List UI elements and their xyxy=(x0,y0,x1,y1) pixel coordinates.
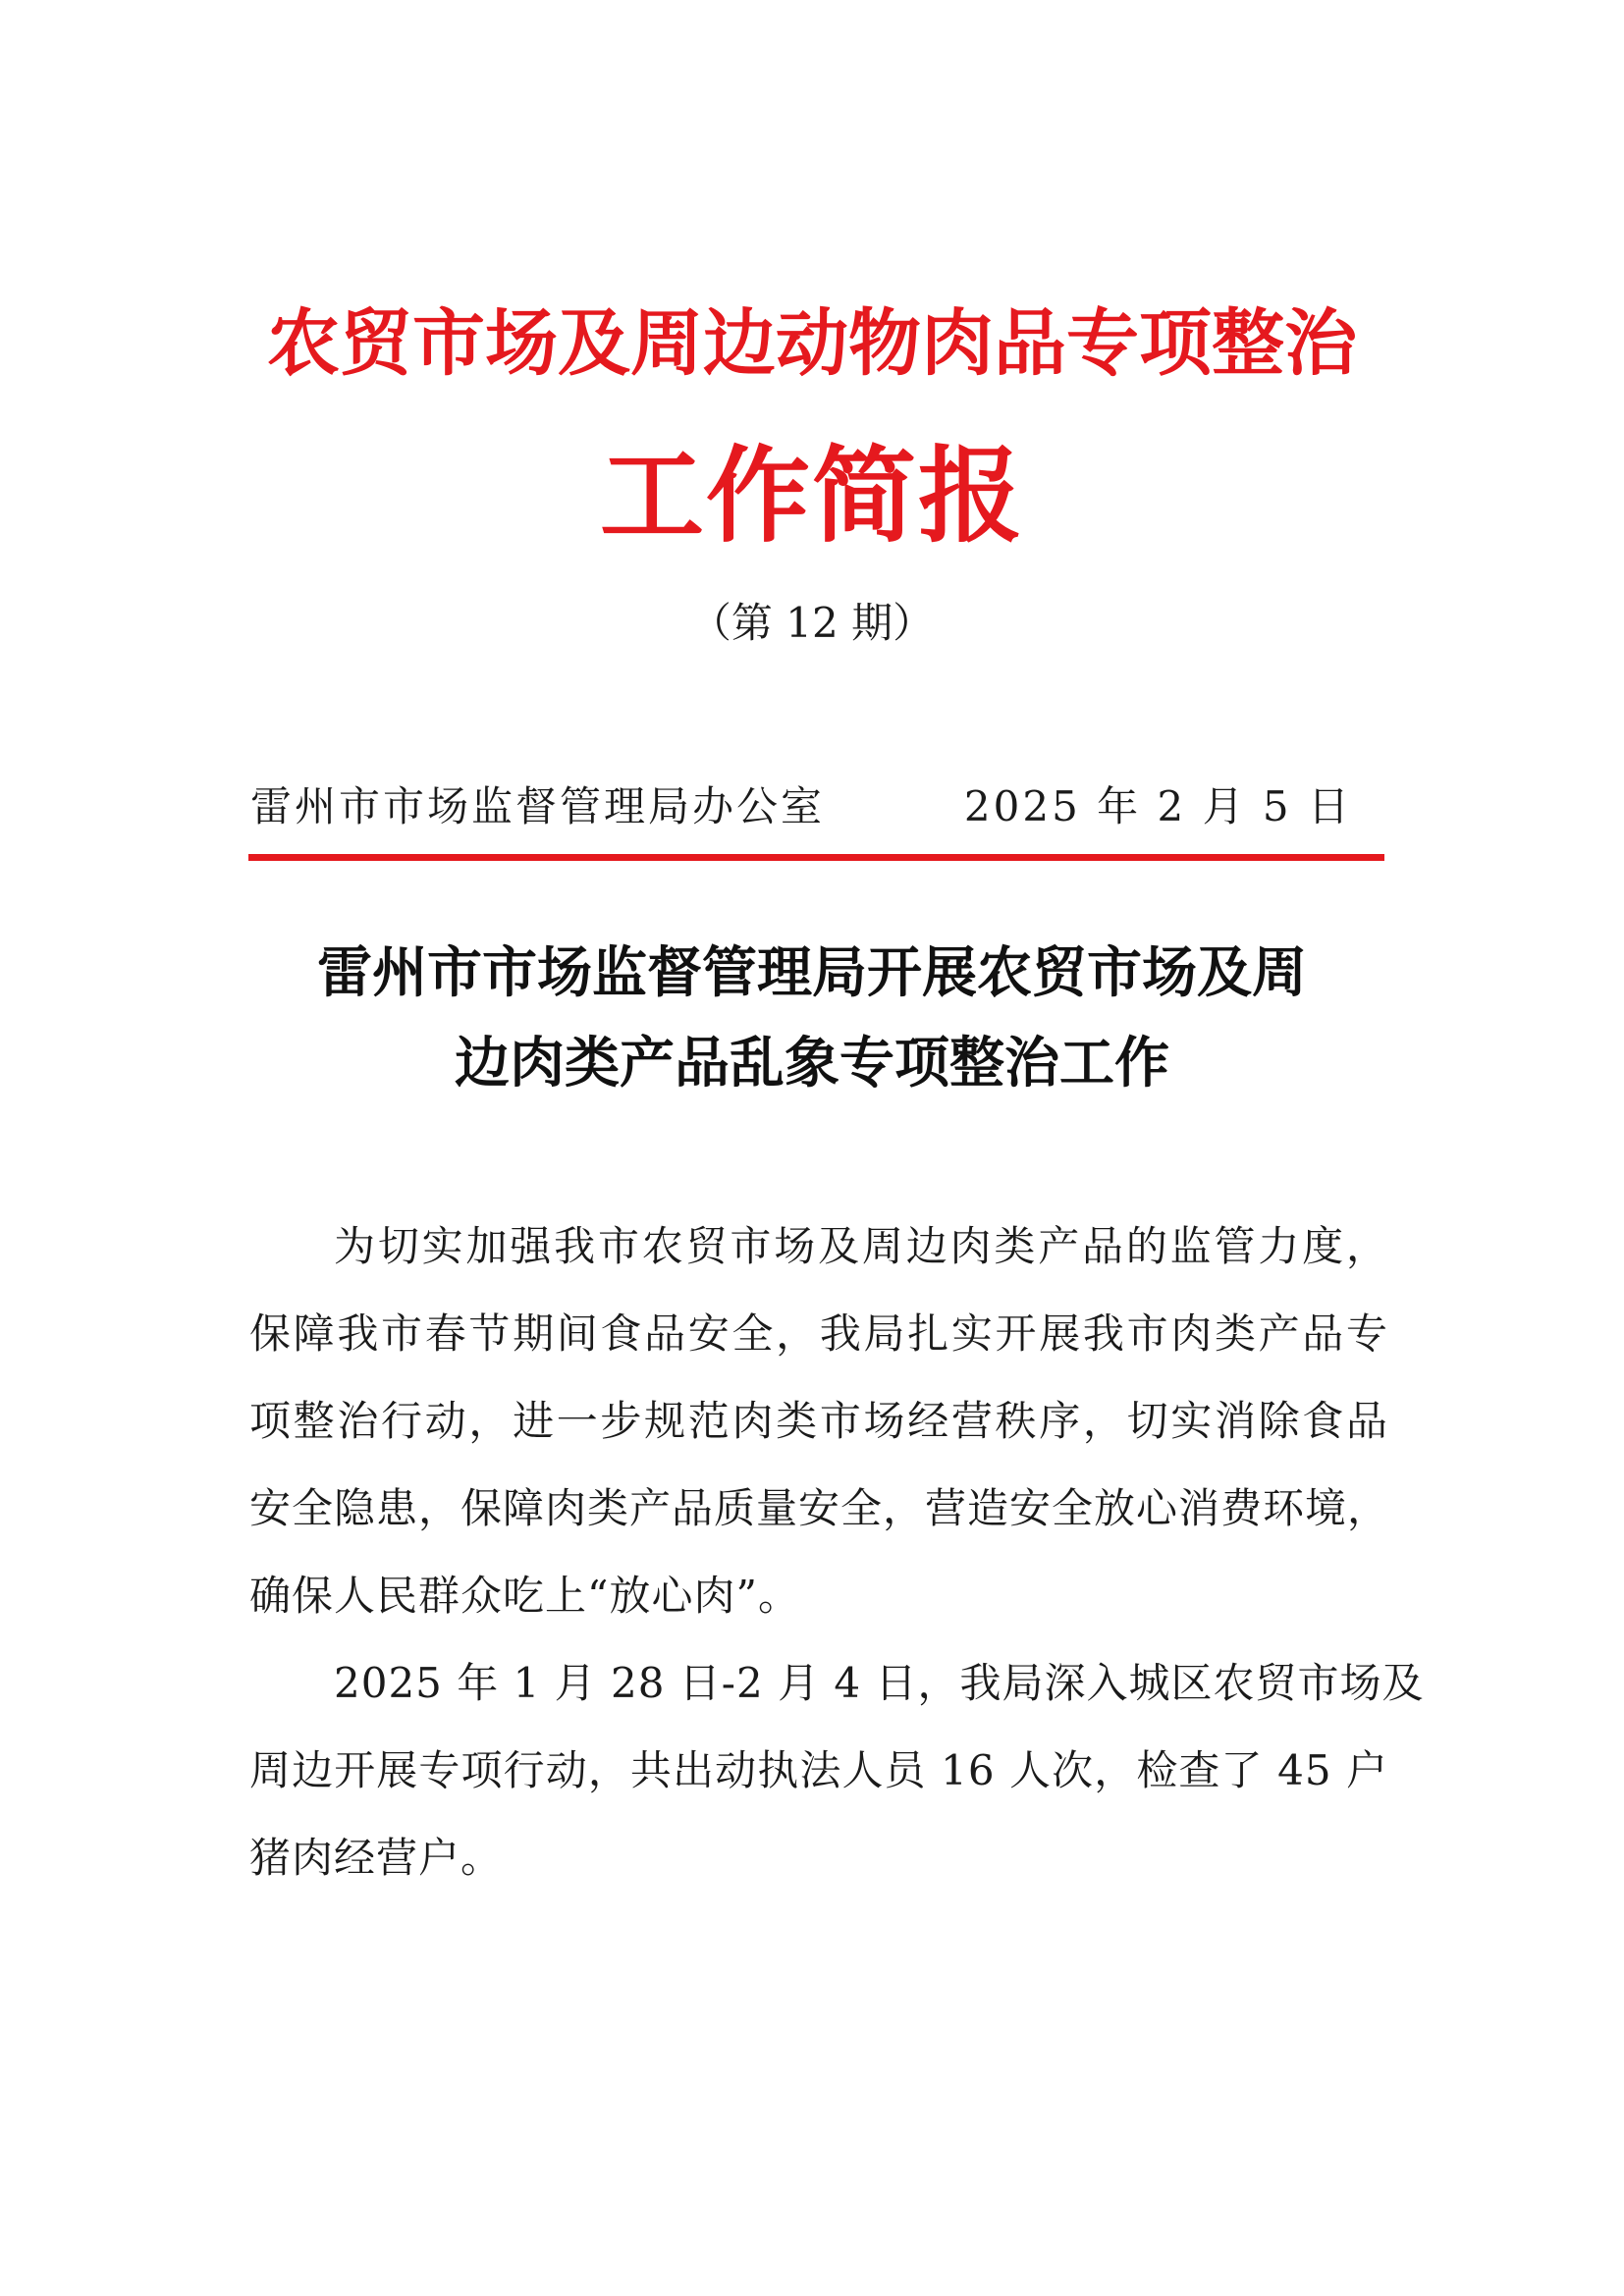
article-title-line: 边肉类产品乱象专项整治工作 xyxy=(455,1031,1169,1095)
issue-date: 2025 年 2 月 5 日 xyxy=(963,782,1352,830)
masthead-title-line2: 工作简报 xyxy=(600,434,1024,557)
paragraph-1-line: 确保人民群众吃上“放心肉”。 xyxy=(249,1572,800,1620)
paragraph-1-line: 保障我市春节期间食品安全，我局扎实开展我市肉类产品专 xyxy=(249,1309,1388,1358)
article-body xyxy=(249,1202,1425,1901)
paragraph-1-line: 为切实加强我市农贸市场及周边肉类产品的监管力度， xyxy=(334,1222,1388,1270)
paragraph-2-line: 猪肉经营户。 xyxy=(249,1834,504,1882)
paragraph-2-line: 周边开展专项行动，共出动执法人员 16 人次，检查了 45 户 xyxy=(249,1746,1388,1794)
paragraph-1-line: 安全隐患，保障肉类产品质量安全，营造安全放心消费环境， xyxy=(249,1484,1390,1532)
red-divider-line xyxy=(248,854,1384,861)
paragraph-2-line: 2025 年 1 月 28 日-2 月 4 日，我局深入城区农贸市场及 xyxy=(334,1659,1425,1707)
article-title xyxy=(196,928,1428,1108)
paragraph-1-line: 项整治行动，进一步规范肉类市场经营秩序，切实消除食品 xyxy=(249,1397,1388,1445)
issuing-office: 雷州市市场监督管理局办公室 xyxy=(250,782,826,830)
article-title-line: 雷州市市场监督管理局开展农贸市场及周 xyxy=(317,940,1307,1005)
issue-number: （第 12 期） xyxy=(689,599,935,647)
masthead-title-line1: 农贸市场及周边动物肉品专项整治 xyxy=(267,301,1357,386)
